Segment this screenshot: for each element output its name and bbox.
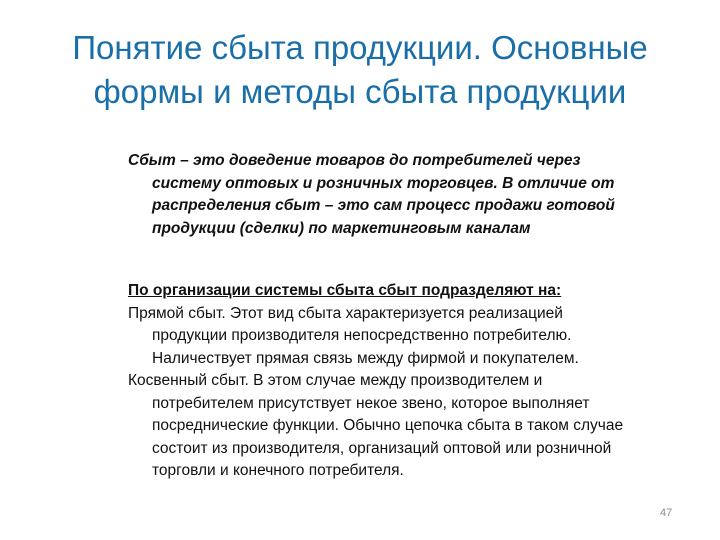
sales-types-section bbox=[128, 280, 628, 483]
section-heading: По организации системы сбыта сбыт подразделяют на: bbox=[128, 282, 562, 299]
direct-sales-item: Прямой сбыт. Этот вид сбыта характеризуется реализацией продукции производителя непосредственно потребителю. Наличествует прямая связь между фирмой и покупателем. bbox=[128, 304, 579, 367]
definition-text bbox=[128, 150, 628, 240]
definition-paragraph: Сбыт – это доведение товаров до потребителей через систему оптовых и розничных торговцев. В отличие от распределения сбыт – это сам процесс продажи готовой продукции (сделки) по маркетинговым каналам bbox=[128, 152, 615, 237]
page-number: 47 bbox=[660, 507, 673, 519]
slide-title: Понятие сбыта продукции. Основные формы и методы сбыта продукции bbox=[72, 29, 648, 110]
indirect-sales-item: Косвенный сбыт. В этом случае между производителем и потребителем присутствует некое звено, которое выполняет посреднические функции. Обычно цепочка сбыта в таком случае состоит из производителя, организаций оптовой или розничной торговли и конечного потребителя. bbox=[128, 372, 624, 479]
